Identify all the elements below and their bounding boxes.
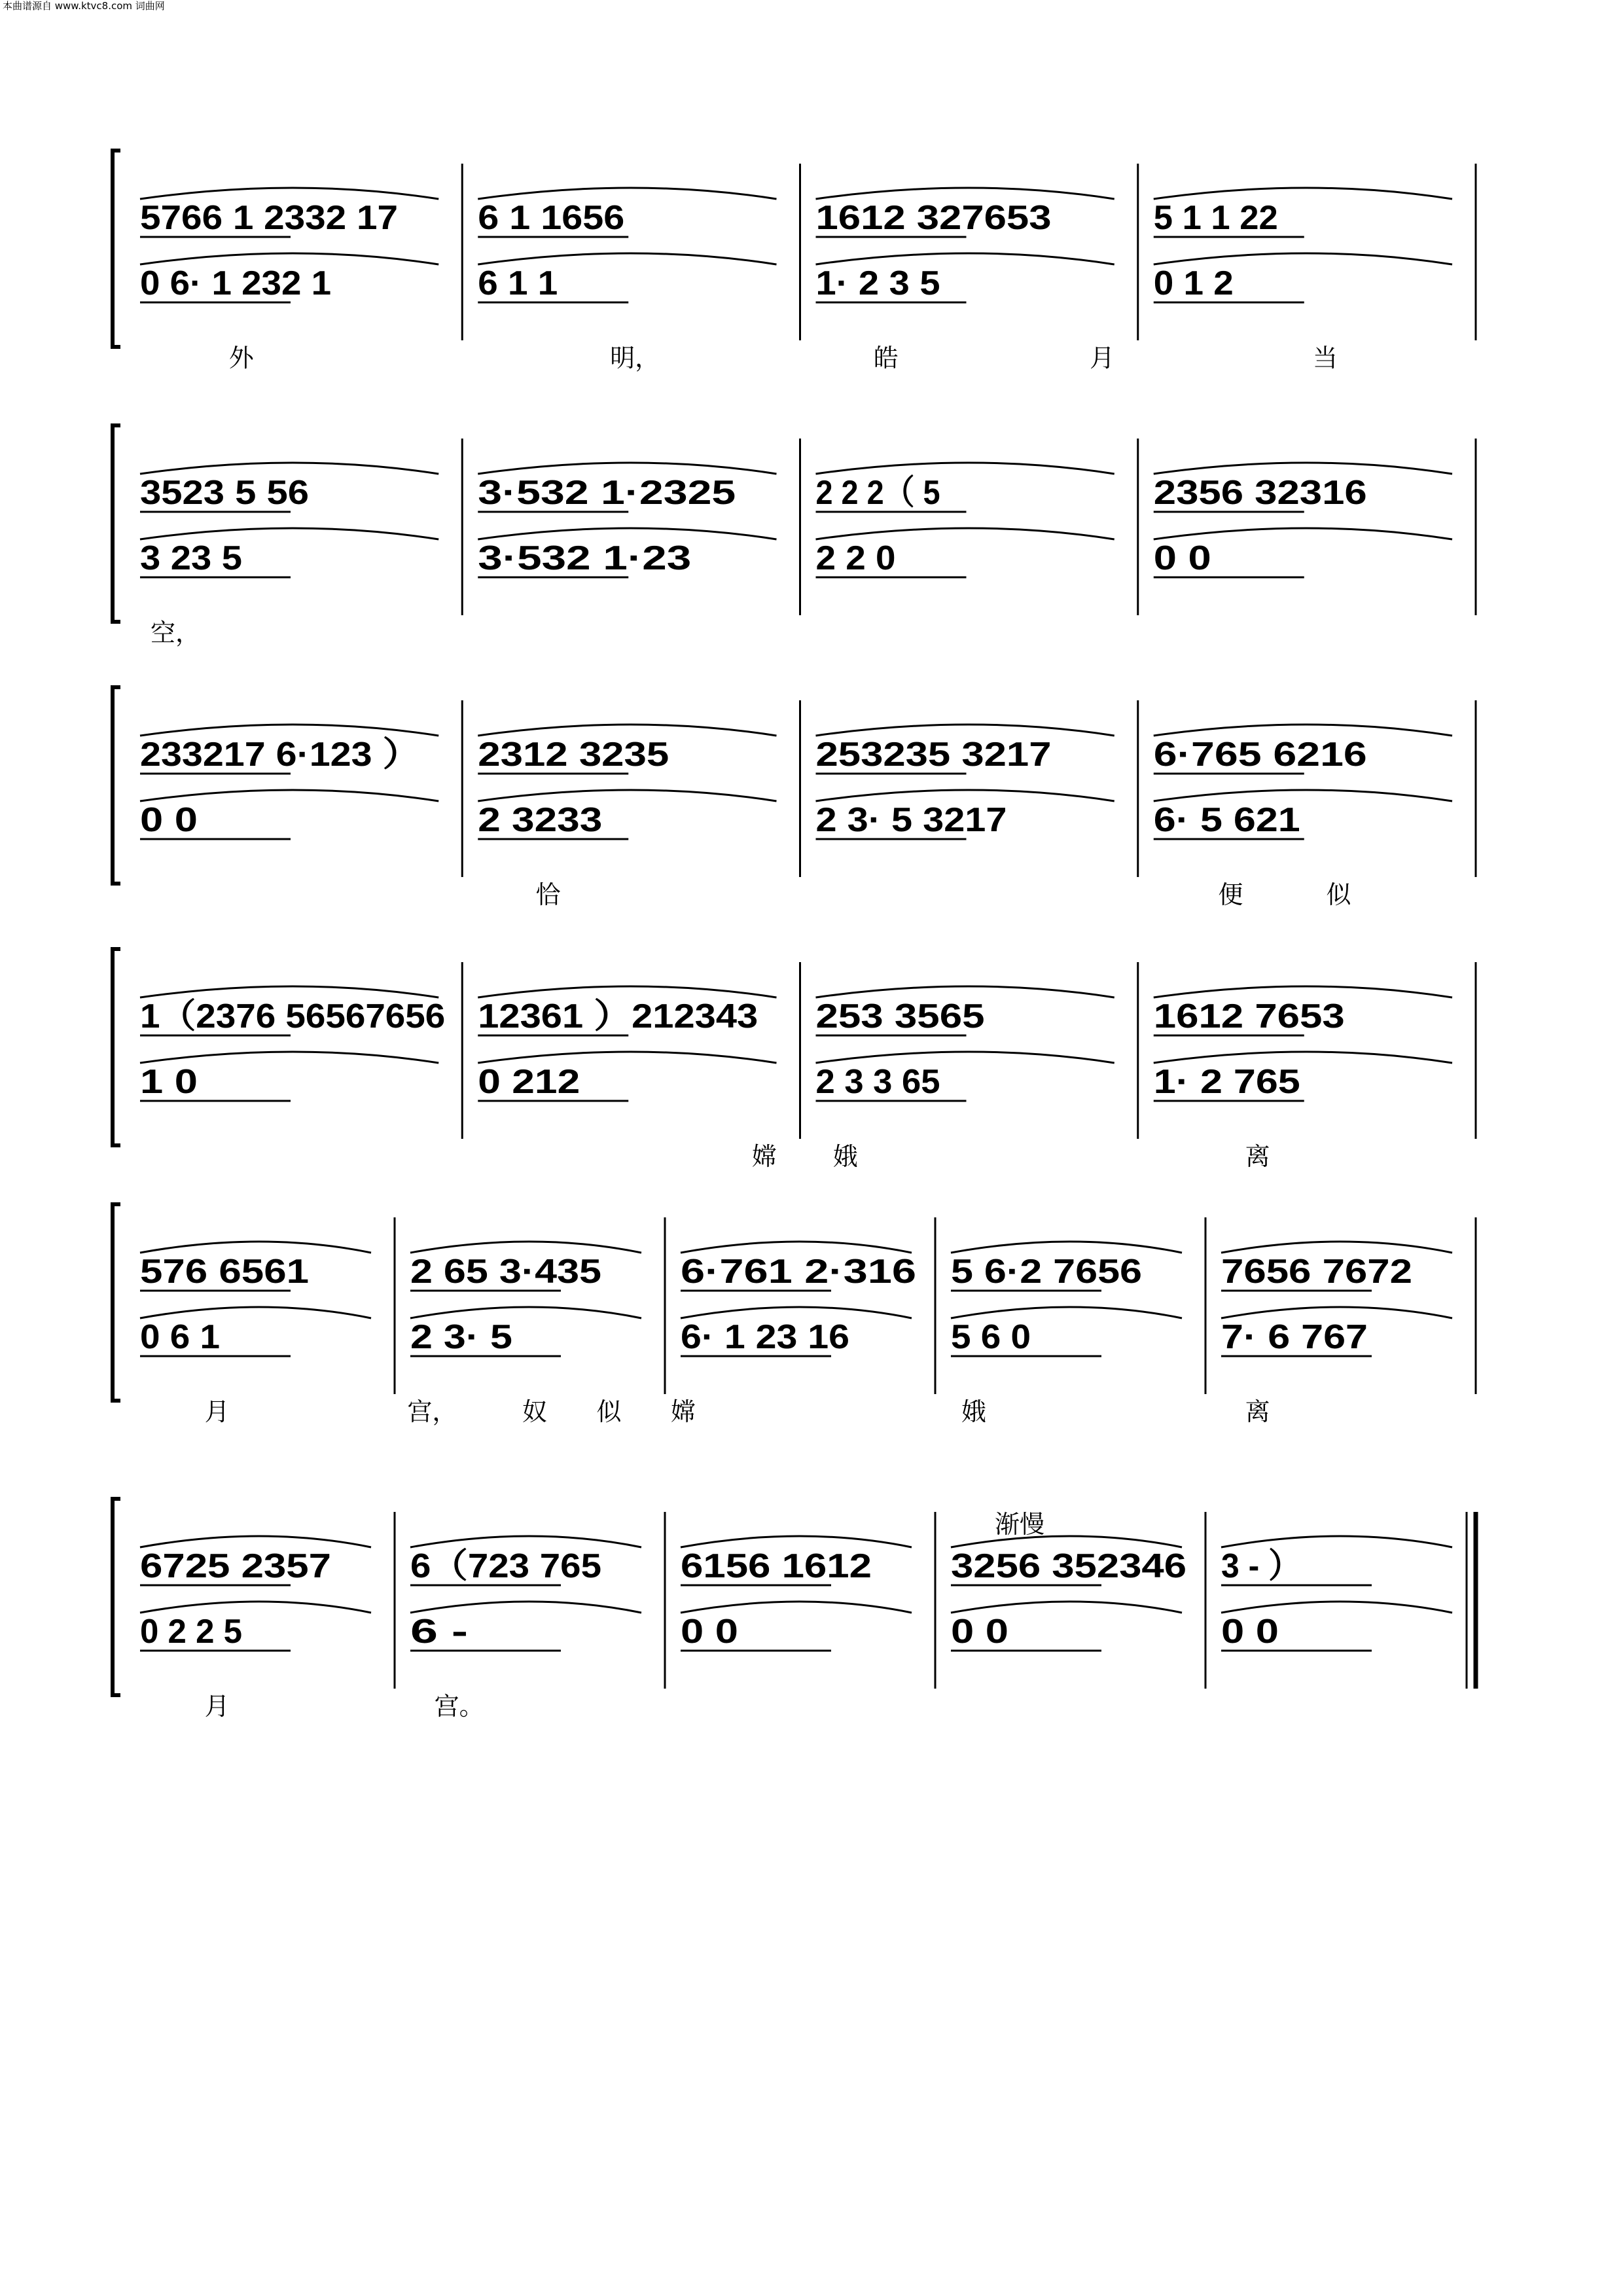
slur — [140, 1307, 371, 1318]
lower-voice-measure: 6· 1 23 16 — [681, 1318, 849, 1356]
slur — [478, 188, 776, 199]
slur — [816, 725, 1115, 736]
lower-voice-measure: 3 23 5 — [140, 539, 242, 577]
lower-voice-measure: 2 3 3 65 — [815, 1063, 940, 1101]
lyric-syllable: 明， — [610, 344, 660, 372]
lyric-syllable: 外 — [228, 344, 254, 372]
slur — [140, 463, 438, 474]
slur — [681, 1536, 912, 1547]
score-system — [113, 151, 1476, 372]
upper-voice-measure: 5766 1 2332 17 — [140, 199, 398, 237]
slur — [681, 1242, 912, 1253]
lyric-syllable: 似 — [1326, 880, 1351, 909]
slur — [410, 1307, 641, 1318]
upper-voice-measure: 2312 3235 — [478, 736, 669, 774]
slur — [140, 188, 438, 199]
upper-voice-measure: 576 6561 — [140, 1253, 309, 1291]
lyric-syllable: 嫦 — [751, 1142, 777, 1171]
tempo-marking: 渐慢 — [995, 1510, 1045, 1539]
upper-voice-measure: 7656 7672 — [1221, 1253, 1412, 1291]
lower-voice-measure: 2 3· 5 3217 — [815, 801, 1007, 839]
lyric-syllable: 月 — [204, 1692, 230, 1721]
score-system — [113, 949, 1476, 1171]
lyric-syllable: 奴 — [522, 1397, 547, 1426]
slur — [140, 790, 438, 801]
lower-voice-measure: 0 0 — [951, 1613, 1008, 1651]
slur — [951, 1242, 1182, 1253]
slur — [1221, 1536, 1452, 1547]
upper-voice-measure: 6·765 6216 — [1153, 736, 1367, 774]
system-bracket — [113, 687, 120, 884]
lower-voice-measure: 3·532 1·23 — [478, 539, 692, 577]
slur — [1154, 463, 1452, 474]
lower-voice-measure: 2 3233 — [478, 801, 603, 839]
slur — [1154, 986, 1452, 997]
lyric-syllable: 嫦 — [671, 1397, 696, 1426]
score-system — [113, 425, 1476, 647]
slur — [816, 528, 1115, 539]
slur — [1154, 253, 1452, 264]
upper-voice-measure: 1612 327653 — [815, 199, 1052, 237]
upper-voice-measure: 3 - ） — [1221, 1547, 1301, 1585]
slur — [140, 986, 438, 997]
slur — [681, 1307, 912, 1318]
lyric-syllable: 恰 — [535, 880, 561, 909]
slur — [140, 1602, 371, 1613]
upper-voice-measure: 2356 32316 — [1153, 474, 1367, 512]
lyric-syllable: 娥 — [961, 1397, 987, 1426]
upper-voice-measure: 5 1 1 22 — [1153, 199, 1278, 237]
lyric-syllable: 皓 — [873, 344, 899, 372]
slur — [140, 1052, 438, 1063]
slur — [951, 1602, 1182, 1613]
slur — [1221, 1602, 1452, 1613]
system-bracket — [113, 949, 120, 1145]
slur — [1154, 725, 1452, 736]
slur — [1154, 528, 1452, 539]
lower-voice-measure: 0 212 — [478, 1063, 580, 1101]
upper-voice-measure: 1612 7653 — [1153, 997, 1345, 1035]
lyric-syllable: 宫。 — [434, 1692, 484, 1721]
upper-voice-measure: 6156 1612 — [681, 1547, 872, 1585]
slur — [478, 253, 776, 264]
lower-voice-measure: 6 - — [410, 1613, 468, 1651]
lower-voice-measure: 1 0 — [140, 1063, 198, 1101]
slur — [816, 1052, 1115, 1063]
lyric-syllable: 空， — [151, 619, 201, 647]
slur — [681, 1602, 912, 1613]
lower-voice-measure: 0 2 2 5 — [140, 1613, 242, 1651]
system-bracket — [113, 425, 120, 622]
lower-voice-measure: 5 6 0 — [951, 1318, 1031, 1356]
slur — [816, 463, 1115, 474]
upper-voice-measure: 6 1 1656 — [478, 199, 625, 237]
upper-voice-measure: 6725 2357 — [140, 1547, 331, 1585]
lower-voice-measure: 0 0 — [140, 801, 198, 839]
lower-voice-measure: 0 0 — [681, 1613, 738, 1651]
slur — [478, 986, 776, 997]
slur — [1154, 1052, 1452, 1063]
slur — [140, 528, 438, 539]
slur — [478, 528, 776, 539]
slur — [1154, 790, 1452, 801]
slur — [140, 1242, 371, 1253]
slur — [1221, 1242, 1452, 1253]
system-bracket — [113, 1204, 120, 1401]
lower-voice-measure: 2 2 0 — [815, 539, 896, 577]
slur — [816, 790, 1115, 801]
slur — [951, 1536, 1182, 1547]
slur — [140, 253, 438, 264]
slur — [816, 188, 1115, 199]
lower-voice-measure: 7· 6 767 — [1221, 1318, 1368, 1356]
lower-voice-measure: 0 1 2 — [1153, 264, 1234, 302]
lyric-syllable: 离 — [1245, 1142, 1270, 1171]
slur — [478, 790, 776, 801]
lower-voice-measure: 0 0 — [1153, 539, 1211, 577]
slur — [140, 1536, 371, 1547]
lyric-syllable: 月 — [1090, 344, 1115, 372]
lower-voice-measure: 6 1 1 — [478, 264, 558, 302]
lyric-syllable: 似 — [596, 1397, 622, 1426]
lower-voice-measure: 1· 2 765 — [1153, 1063, 1300, 1101]
lower-voice-measure: 0 6 1 — [140, 1318, 220, 1356]
header-watermark: 本曲谱源自 www.ktvc8.com 词曲网 — [3, 0, 165, 12]
lyric-syllable: 娥 — [832, 1142, 858, 1171]
lower-voice-measure: 6· 5 621 — [1153, 801, 1300, 839]
lyric-syllable: 宫， — [407, 1397, 457, 1426]
upper-voice-measure: 233217 6·123 ） — [140, 736, 420, 774]
upper-voice-measure: 3256 352346 — [951, 1547, 1186, 1585]
slur — [816, 253, 1115, 264]
upper-voice-measure: 1（2376 56567656 — [140, 997, 446, 1035]
score-system — [113, 1499, 1476, 1721]
upper-voice-measure: 6（723 765 — [410, 1547, 601, 1585]
lower-voice-measure: 0 0 — [1221, 1613, 1279, 1651]
score-system — [113, 1204, 1476, 1426]
lyric-syllable: 离 — [1245, 1397, 1270, 1426]
slur — [816, 986, 1115, 997]
lower-voice-measure: 0 6· 1 232 1 — [140, 264, 331, 302]
slur — [478, 1052, 776, 1063]
upper-voice-measure: 253235 3217 — [815, 736, 1052, 774]
slur — [1221, 1307, 1452, 1318]
slur — [478, 463, 776, 474]
slur — [1154, 188, 1452, 199]
upper-voice-measure: 6·761 2·316 — [681, 1253, 916, 1291]
upper-voice-measure: 2 2 2（ 5 — [815, 474, 940, 512]
lyric-syllable: 月 — [204, 1397, 230, 1426]
lyric-syllable: 便 — [1218, 880, 1243, 909]
score-system — [113, 687, 1476, 909]
upper-voice-measure: 2 65 3·435 — [410, 1253, 601, 1291]
lower-voice-measure: 2 3· 5 — [410, 1318, 512, 1356]
slur — [410, 1602, 641, 1613]
upper-voice-measure: 3·532 1·2325 — [478, 474, 736, 512]
lower-voice-measure: 1· 2 3 5 — [815, 264, 940, 302]
upper-voice-measure: 253 3565 — [815, 997, 985, 1035]
system-bracket — [113, 1499, 120, 1695]
slur — [951, 1307, 1182, 1318]
upper-voice-measure: 12361 ）212343 — [478, 997, 758, 1035]
slur — [478, 725, 776, 736]
system-bracket — [113, 151, 120, 347]
slur — [410, 1242, 641, 1253]
slur — [410, 1536, 641, 1547]
upper-voice-measure: 3523 5 56 — [140, 474, 309, 512]
lyric-syllable: 当 — [1312, 344, 1338, 372]
upper-voice-measure: 5 6·2 7656 — [951, 1253, 1142, 1291]
slur — [140, 725, 438, 736]
